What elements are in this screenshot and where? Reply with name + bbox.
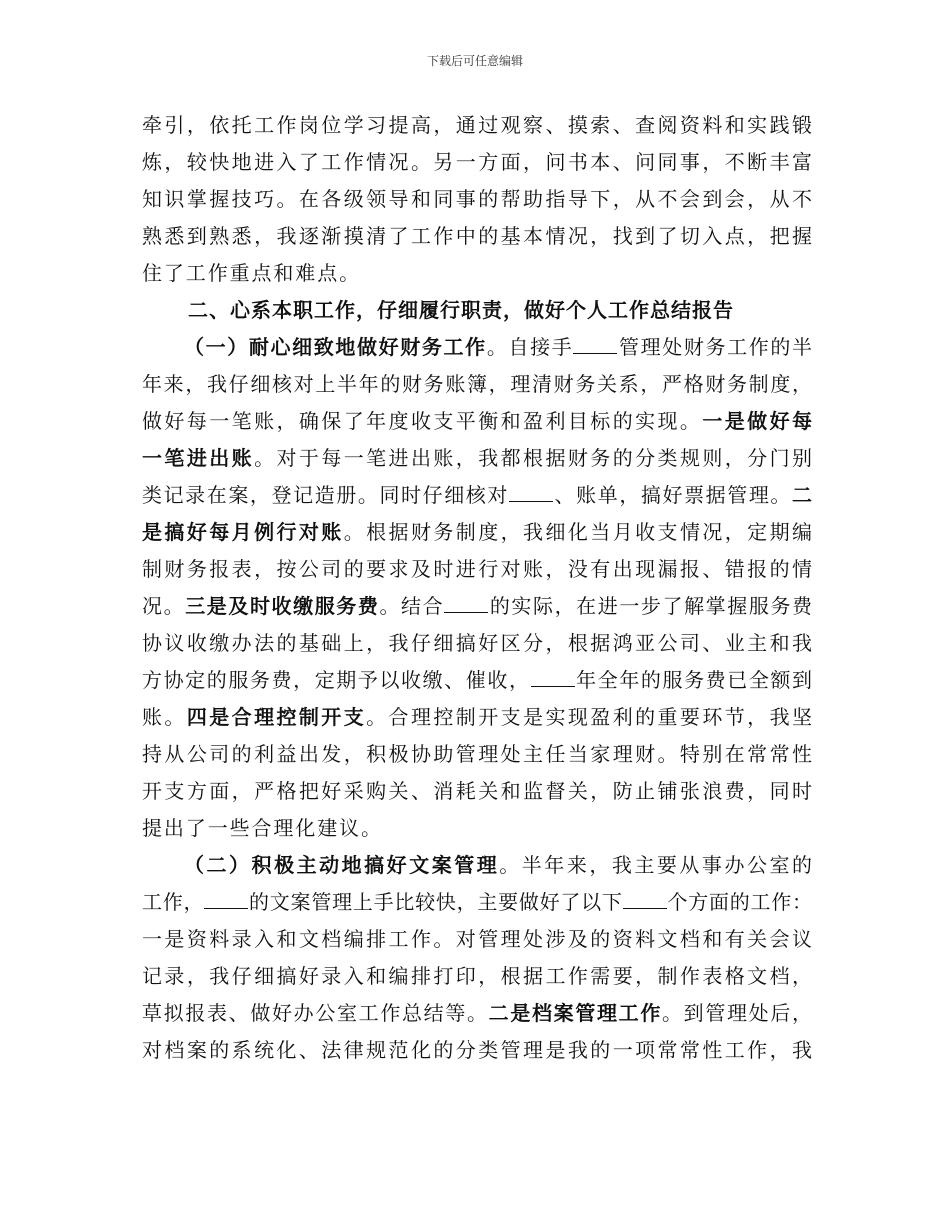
text-line: 开支方面，严格把好采购关、消耗关和监督关，防止铺张浪费，同时 [142, 779, 812, 803]
text-line: 知识掌握技巧。在各级领导和同事的帮助指导下，从不会到会，从不 [142, 187, 812, 211]
key-point: 一是做好每 [702, 409, 813, 433]
text-line: 况。三是及时收缴服务费。结合 的实际，在进一步了解掌握服务费 [142, 594, 813, 618]
blank-underline [204, 890, 248, 909]
key-point: 四是合理控制开支 [186, 705, 367, 729]
document-body [142, 107, 812, 1069]
text-line: 草拟报表、做好办公室工作总结等。二是档案管理工作。到管理处后， [142, 1001, 813, 1025]
blank-underline [509, 483, 553, 502]
key-point: 三是及时收缴服务费 [185, 594, 380, 618]
blank-underline [531, 668, 575, 687]
page-header: 下载后可任意编辑 [426, 54, 523, 68]
text-line: 对档案的系统化、法律规范化的分类管理是我的一项常常性工作，我 [142, 1038, 812, 1062]
text-line: 住了工作重点和难点。 [142, 261, 361, 285]
text-line: 是搞好每月例行对账。根据财务制度，我细化当月收支情况，定期编 [142, 520, 813, 544]
text-line: 协议收缴办法的基础上，我仔细搞好区分，根据鸿亚公司、业主和我 [142, 631, 812, 655]
text-line: 账。四是合理控制开支。合理控制开支是实现盈利的重要环节，我坚 [142, 705, 813, 729]
key-point: 二 [792, 483, 813, 507]
blank-underline [444, 594, 488, 613]
section-heading: 二、心系本职工作，仔细履行职责，做好个人工作总结报告 [188, 298, 734, 322]
text-line: 制财务报表，按公司的要求及时进行对账，没有出现漏报、错报的情 [142, 557, 812, 581]
text-line: 记录，我仔细搞好录入和编排打印，根据工作需要，制作表格文档， [142, 964, 812, 988]
text-line: 年来，我仔细核对上半年的财务账簿，理清财务关系，严格财务制度， [142, 372, 812, 396]
text-line: （一）耐心细致地做好财务工作。自接手 管理处财务工作的半 [184, 335, 813, 359]
text-line: 炼，较快地进入了工作情况。另一方面，问书本、问同事，不断丰富 [142, 150, 812, 174]
text-line: 持从公司的利益出发，积极协助管理处主任当家理财。特别在常常性 [142, 742, 812, 766]
text-line: 一笔进出账。对于每一笔进出账，我都根据财务的分类规则，分门别 [142, 446, 813, 470]
text-line: 牵引，依托工作岗位学习提高，通过观察、摸索、查阅资料和实践锻 [142, 113, 812, 137]
text-line: 做好每一笔账，确保了年度收支平衡和盈利目标的实现。一是做好每 [142, 409, 813, 433]
text-line: 一是资料录入和文档编排工作。对管理处涉及的资料文档和有关会议 [142, 927, 812, 951]
text-line: 熟悉到熟悉，我逐渐摸清了工作中的基本情况，找到了切入点，把握 [142, 224, 812, 248]
blank-underline [623, 890, 667, 909]
text-line: 提出了一些合理化建议。 [142, 816, 383, 840]
text-line: （二）积极主动地搞好文案管理。半年来，我主要从事办公室的 [184, 853, 813, 877]
key-point: 是搞好每月例行对账 [142, 520, 344, 544]
subsection-heading: （一）耐心细致地做好财务工作 [184, 335, 487, 359]
subsection-heading: （二）积极主动地搞好文案管理 [184, 853, 500, 877]
text-line: 方协定的服务费，定期予以收缴、催收， 年全年的服务费已全额到 [142, 668, 813, 692]
text-line: 类记录在案，登记造册。同时仔细核对 、账单，搞好票据管理。二 [142, 483, 813, 507]
key-point: 一笔进出账 [142, 446, 255, 470]
blank-underline [573, 335, 617, 354]
text-line: 工作， 的文案管理上手比较快，主要做好了以下 个方面的工作： [142, 890, 813, 914]
key-point: 二是档案管理工作 [488, 1001, 663, 1025]
